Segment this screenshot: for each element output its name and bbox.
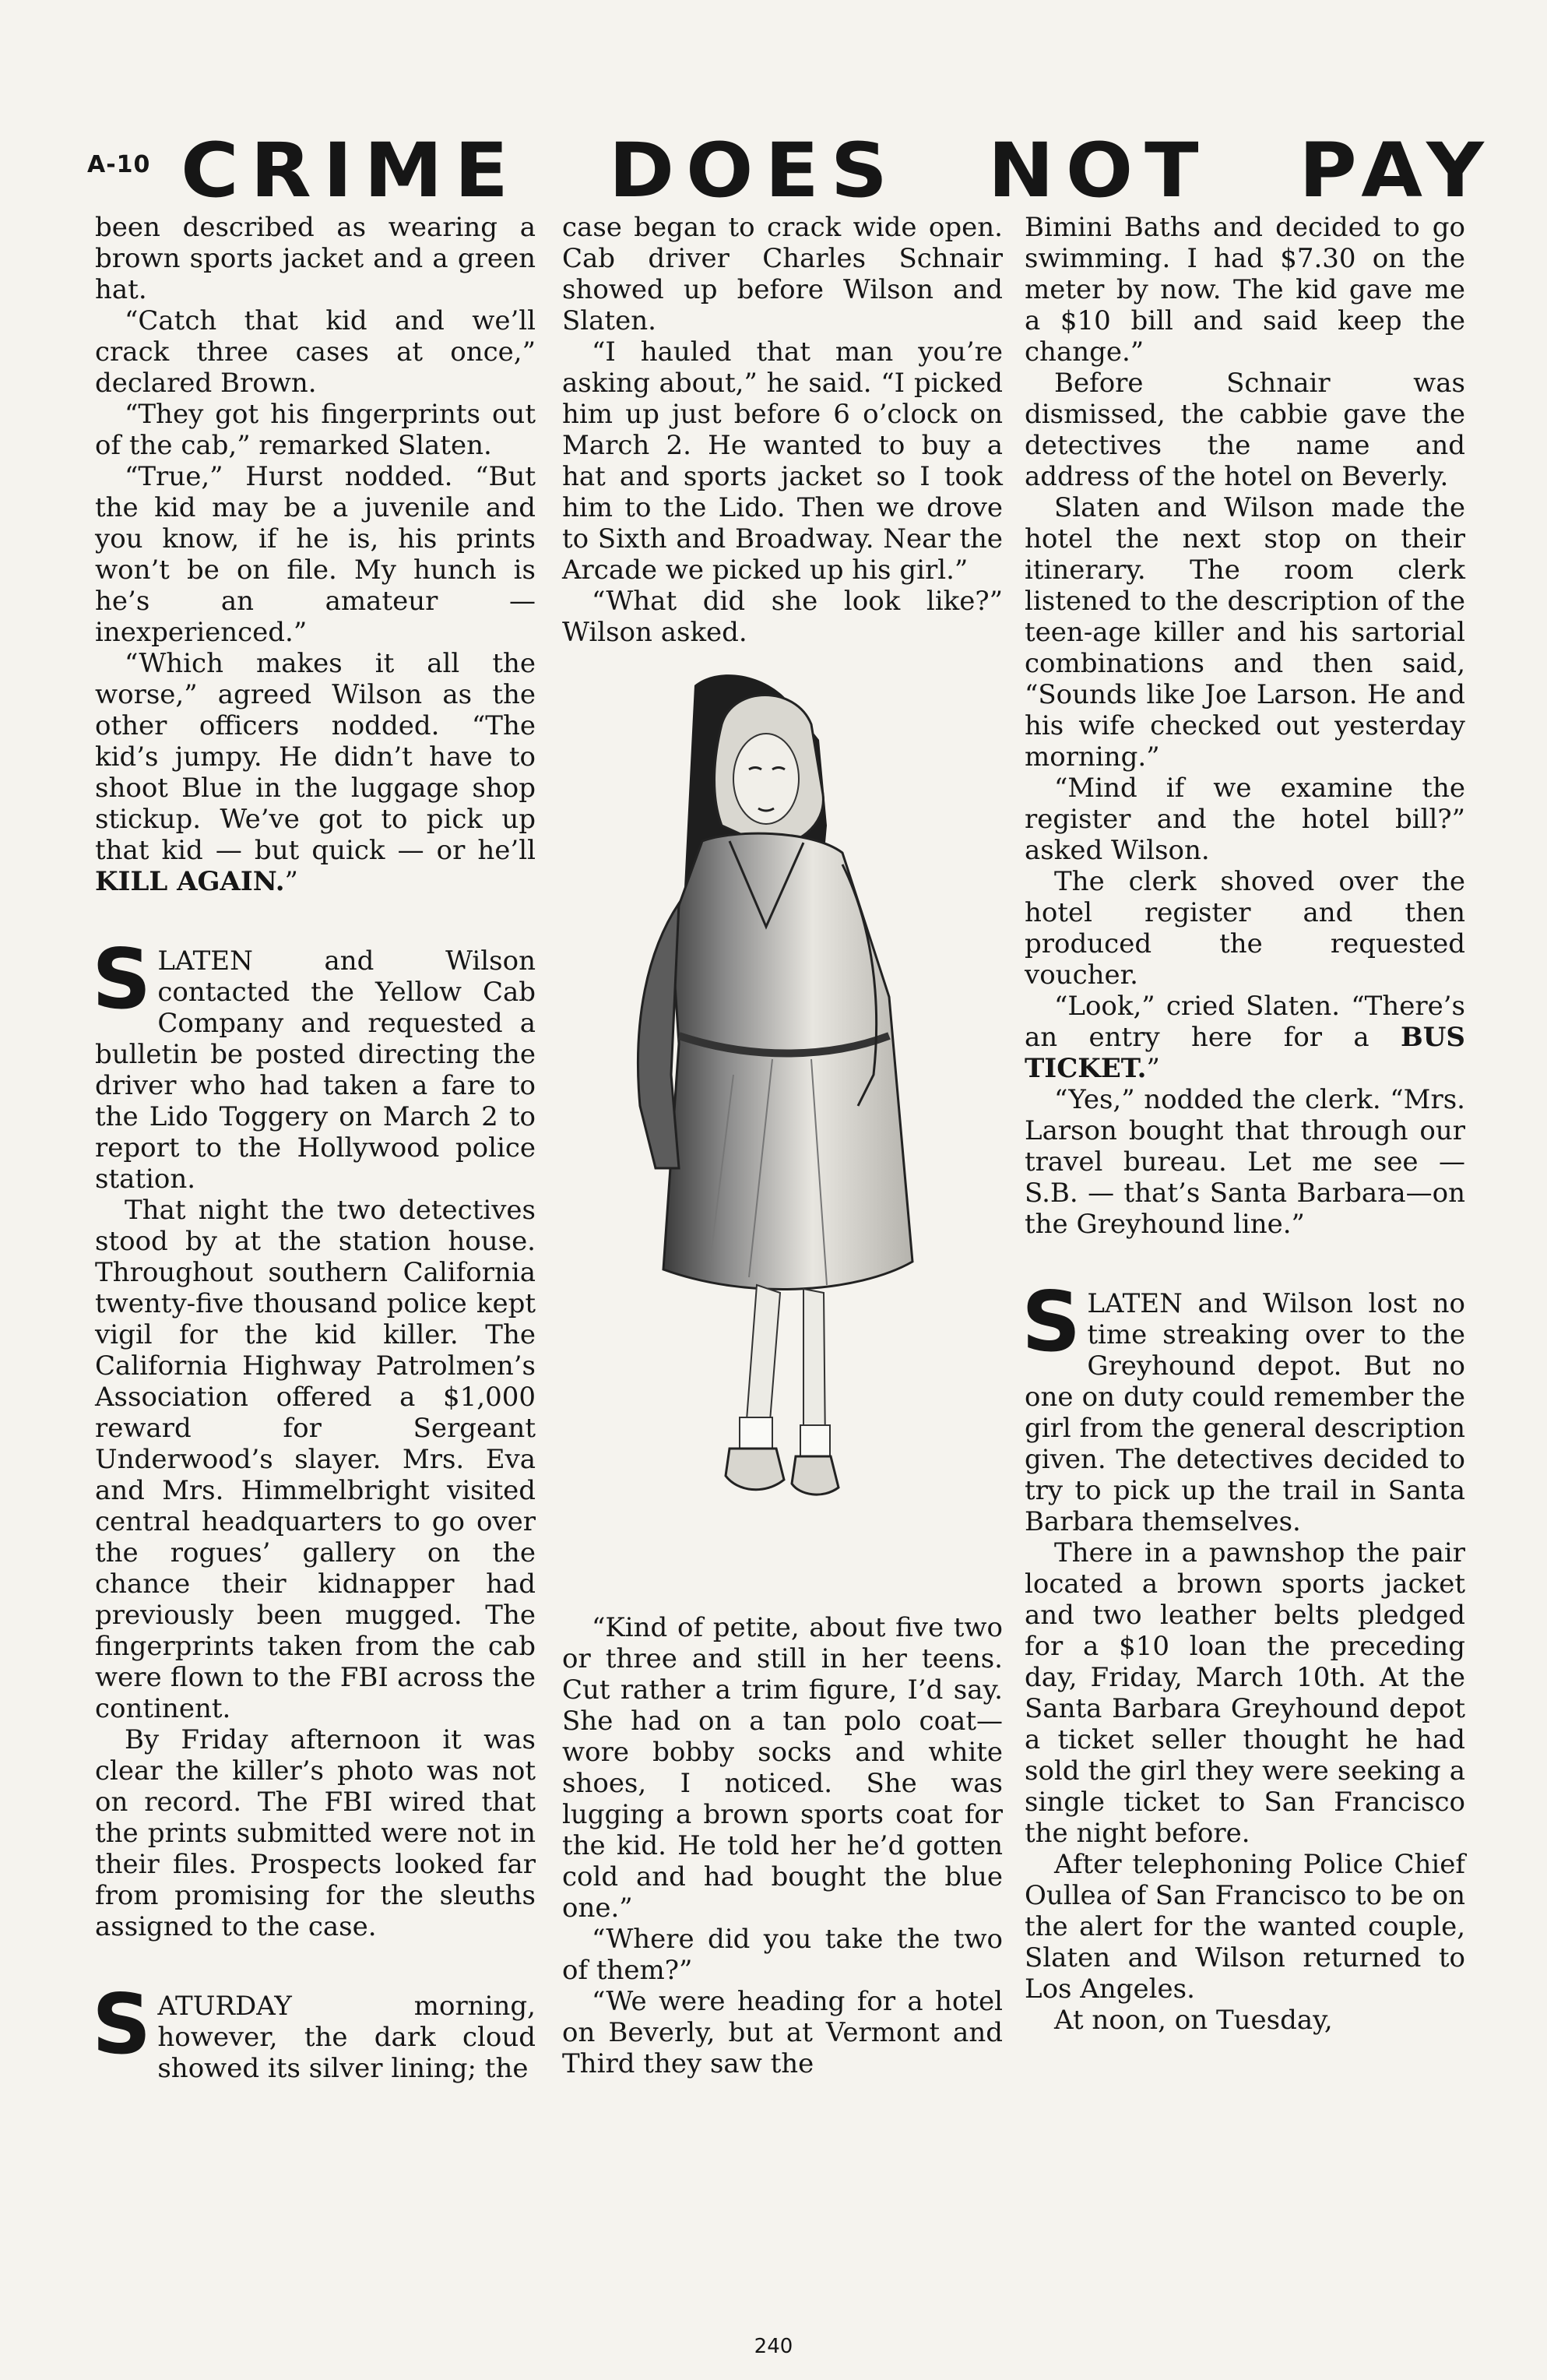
paragraph-text: LATEN and Wilson lost no time streaking over to the Greyhound depot. But no one on duty could remember the girl from the general description given. The detectives decided to try to pick up the trail in Santa Barbara themselves. <box>1025 1288 1465 1537</box>
page-number: 240 <box>754 2335 793 2358</box>
drop-cap: S <box>92 931 152 1027</box>
closing-quote: ” <box>1146 1053 1160 1084</box>
paragraph: Before Schnair was dismissed, the cabbie gave the detectives the name and address of the hotel on Beverly. <box>1025 368 1465 492</box>
paragraph: “They got his fingerprints out of the cab,” remarked Slaten. <box>95 399 536 461</box>
paragraph: Slaten and Wilson made the hotel the next stop on their itinerary. The room clerk listened to the description of the teen-age killer and his sartorial combinations and then said, “Sounds like Joe Larson. He and his wife checked out yesterday morning.” <box>1025 492 1465 773</box>
text-column-3 <box>1021 212 1465 2036</box>
paragraph: been described as wearing a brown sports jacket and a green hat. <box>95 212 536 305</box>
paragraph: The clerk shoved over the hotel register and then produced the requested voucher. <box>1025 866 1465 991</box>
paragraph: That night the two detectives stood by at the station house. Throughout southern California twenty-five thousand police kept vigil for the kid killer. The California Highway Patrolmen’s Association offered a $1,000 reward for Sergeant Underwood’s slayer. Mrs. Eva and Mrs. Himmelbright visited central headquarters to go over the rogues’ gallery on the chance their kidnapper had previously been mugged. The fingerprints taken from the cab were flown to the FBI across the continent. <box>95 1195 536 1724</box>
girl-in-coat-illustration <box>562 670 1003 1589</box>
paragraph-text: ATURDAY morning, however, the dark cloud showed its silver lining; the <box>157 1991 536 2084</box>
paragraph: “Yes,” nodded the clerk. “Mrs. Larson bought that through our travel bureau. Let me see — S.B. — that’s Santa Barbara—on the Greyhound line.” <box>1025 1084 1465 1240</box>
paragraph: “I hauled that man you’re asking about,” he said. “I picked him up just before 6 o’clock on March 2. He wanted to buy a hat and sports jacket so I took him to the Lido. Then we drove to Sixth and Broadway. Near the Arcade we picked up his girl.” <box>562 336 1003 586</box>
paragraph <box>95 648 536 897</box>
emphasis-text: KILL AGAIN. <box>95 866 285 897</box>
closing-quote: ” <box>284 866 298 897</box>
paragraph: “Kind of petite, about five two or three and still in her teens. Cut rather a trim figure, I’d say. She had on a tan polo coat—wore bobby socks and white shoes, I noticed. She was lugging a brown sports coat for the kid. He told her he’d gotten cold and had bought the blue one.” <box>562 1612 1003 1924</box>
page-header <box>87 127 1496 215</box>
drop-cap: S <box>1021 1274 1081 1370</box>
paragraph: After telephoning Police Chief Oullea of San Francisco to be on the alert for the wanted couple, Slaten and Wilson returned to Los Angeles. <box>1025 1849 1465 2005</box>
text-column-2 <box>562 212 1003 2079</box>
emphasis-text: BUS TICKET. <box>1025 1022 1465 1084</box>
paragraph: “True,” Hurst nodded. “But the kid may be a juvenile and you know, if he is, his prints won’t be on file. My hunch is he’s an amateur — inexperienced.” <box>95 461 536 648</box>
paragraph: “Catch that kid and we’ll crack three cases at once,” declared Brown. <box>95 305 536 399</box>
paragraph: case began to crack wide open. Cab driver Charles Schnair showed up before Wilson and Slaten. <box>562 212 1003 336</box>
section-paragraph <box>1021 1274 1465 1537</box>
paragraph: “What did she look like?” Wilson asked. <box>562 586 1003 648</box>
paragraph: “Mind if we examine the register and the hotel bill?” asked Wilson. <box>1025 773 1465 866</box>
drop-cap: S <box>92 1977 152 2072</box>
paragraph-text: “Look,” cried Slaten. “There’s an entry here for a <box>1025 991 1465 1053</box>
paragraph <box>1025 991 1465 1084</box>
paragraph: “Where did you take the two of them?” <box>562 1924 1003 1986</box>
text-column-1 <box>92 212 536 2084</box>
section-paragraph <box>92 931 536 1195</box>
paragraph: “We were heading for a hotel on Beverly, but at Vermont and Third they saw the <box>562 1986 1003 2079</box>
paragraph-text: LATEN and Wilson contacted the Yellow Cab Company and requested a bulletin be posted directing the driver who had taken a fare to the Lido Toggery on March 2 to report to the Hollywood police station. <box>95 945 536 1195</box>
paragraph-text: “Which makes it all the worse,” agreed Wilson as the other officers nodded. “The kid’s jumpy. He didn’t have to shoot Blue in the luggage shop stickup. We’ve got to pick up that kid — but quick — or he’ll <box>95 648 536 866</box>
section-page-label: A-10 <box>87 151 151 178</box>
paragraph: Bimini Baths and decided to go swimming. I had $7.30 on the meter by now. The kid gave me a $10 bill and said keep the change.” <box>1025 212 1465 368</box>
paragraph: There in a pawnshop the pair located a brown sports jacket and two leather belts pledged for a $10 loan the preceding day, Friday, March 10th. At the Santa Barbara Greyhound depot a ticket seller thought he had sold the girl they were seeking a single ticket to San Francisco the night before. <box>1025 1537 1465 1849</box>
paragraph: At noon, on Tuesday, <box>1054 2005 1333 2036</box>
page-title: CRIME DOES NOT PAY <box>181 127 1496 214</box>
section-paragraph <box>92 1977 536 2084</box>
paragraph: By Friday afternoon it was clear the killer’s photo was not on record. The FBI wired that the prints submitted were not in their files. Prospects looked far from promising for the sleuths assigned to the case. <box>95 1724 536 1942</box>
